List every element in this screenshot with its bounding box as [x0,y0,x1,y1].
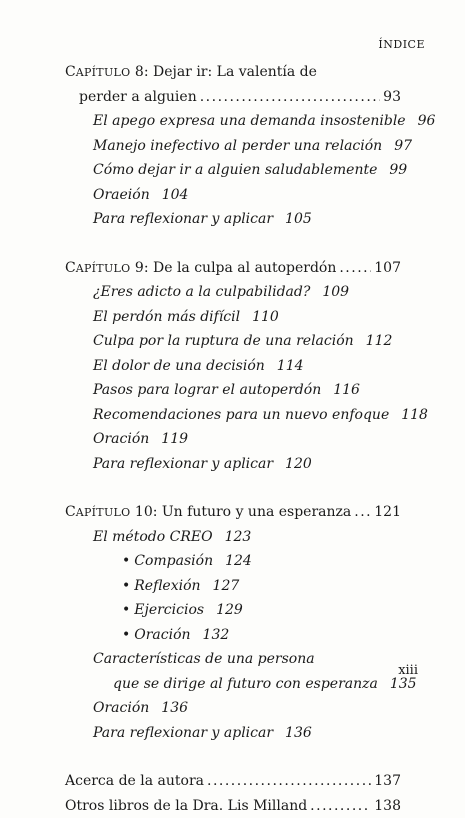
toc-bullet-entry[interactable] [65,549,401,574]
entry-text: Oración [134,627,190,643]
entry-text: El método CREO [93,529,213,545]
chapter-number-title: 9: De la culpa al autoperdón [135,260,336,276]
entry-page: 124 [225,553,252,569]
entry-page: 135 [390,676,417,692]
entry-page: 112 [366,333,393,349]
entry-page: 138 [374,794,401,818]
toc-entry[interactable] [65,427,401,452]
entry-page: 137 [374,769,401,794]
toc-entry[interactable] [65,525,401,550]
dot-leader [200,85,380,110]
chapter-page-number: 93 [383,85,401,110]
toc-bullet-entry[interactable] [65,574,401,599]
entry-text: Para reflexionar y aplicar [93,456,273,472]
toc-entry[interactable] [65,305,401,330]
entry-text: Para reflexionar y aplicar [93,211,273,227]
entry-page: 116 [333,382,360,398]
entry-page: 96 [418,113,436,129]
toc-entry[interactable] [65,183,401,208]
dot-leader [339,256,371,281]
entry-page: 97 [394,138,412,154]
toc-entry[interactable] [65,158,401,183]
entry-page: 114 [277,358,304,374]
entry-page: 127 [213,578,240,594]
toc-entry[interactable] [65,280,401,305]
entry-text: Ejercicios [134,602,204,618]
chapter-page-number: 107 [374,256,401,281]
chapter-label-cap: C [65,504,76,520]
entry-text: Oraeión [93,187,150,203]
entry-text: Características de una persona [93,651,315,667]
chapter-8-title-cont[interactable] [65,85,401,110]
entry-page: 136 [285,725,312,741]
bullet-icon: • [122,553,130,569]
toc-entry[interactable] [65,647,401,672]
entry-text: Oración [93,700,149,716]
dot-leader [207,769,371,794]
entry-text: El dolor de una decisión [93,358,265,374]
entry-page: 132 [203,627,230,643]
toc-entry[interactable] [65,452,401,477]
entry-page: 120 [285,456,312,472]
chapter-10-title[interactable] [65,500,401,525]
entry-text: ¿Eres adicto a la culpabilidad? [93,284,310,300]
entry-page: 136 [161,700,188,716]
toc-entry[interactable] [65,672,401,697]
toc-entry[interactable] [65,354,401,379]
entry-page: 110 [252,309,279,325]
chapter-label-cap: C [65,64,76,80]
toc-entry[interactable] [65,378,401,403]
table-of-contents [65,60,401,818]
chapter-page-number: 121 [374,500,401,525]
entry-text: Para reflexionar y aplicar [93,725,273,741]
entry-page: 105 [285,211,312,227]
toc-entry[interactable] [65,696,401,721]
entry-text: El apego expresa una demanda insostenible [93,113,406,129]
entry-page: 119 [161,431,188,447]
toc-entry[interactable] [65,207,401,232]
chapter-8-title[interactable] [65,60,401,85]
entry-text: Culpa por la ruptura de una relación [93,333,354,349]
entry-page: 129 [216,602,243,618]
chapter-title-continuation: perder a alguien [79,85,197,110]
entry-text: Manejo inefectivo al perder una relación [93,138,382,154]
toc-entry[interactable] [65,134,401,159]
running-head: ÍNDICE [378,38,425,51]
entry-page: 118 [401,407,428,423]
dot-leader [310,794,371,818]
chapter-9-title[interactable] [65,256,401,281]
chapter-number-title: 8: Dejar ir: La valentía de [135,64,317,80]
back-matter-entry[interactable] [65,794,401,818]
entry-page: 104 [162,187,189,203]
entry-text: que se dirige al futuro con esperanza [113,676,378,692]
entry-text: Otros libros de la Dra. Lis Milland [65,794,307,818]
chapter-label-cap: C [65,260,76,276]
entry-text: Reflexión [134,578,200,594]
entry-text: Compasión [134,553,213,569]
entry-text: Recomendaciones para un nuevo enfoque [93,407,389,423]
dot-leader [354,500,371,525]
entry-text: Cómo dejar ir a alguien saludablemente [93,162,377,178]
bullet-icon: • [122,578,130,594]
toc-entry[interactable] [65,403,401,428]
toc-entry[interactable] [65,329,401,354]
entry-text: Oración [93,431,149,447]
bullet-icon: • [122,602,130,618]
chapter-number-title: 10: Un futuro y una esperanza [135,504,351,520]
toc-bullet-entry[interactable] [65,598,401,623]
bullet-icon: • [122,627,130,643]
entry-text: Pasos para lograr el autoperdón [93,382,321,398]
entry-page: 123 [225,529,252,545]
entry-page: 99 [389,162,407,178]
toc-entry[interactable] [65,109,401,134]
chapter-label-small: APÍTULO [76,262,131,275]
toc-entry[interactable] [65,721,401,746]
entry-text: Acerca de la autora [65,769,204,794]
back-matter-entry[interactable] [65,769,401,794]
toc-bullet-entry[interactable] [65,623,401,648]
entry-text: El perdón más difícil [93,309,240,325]
chapter-label-small: APÍTULO [76,66,131,79]
entry-page: 109 [322,284,349,300]
page-number: xiii [398,663,418,678]
chapter-label-small: APÍTULO [76,506,131,519]
